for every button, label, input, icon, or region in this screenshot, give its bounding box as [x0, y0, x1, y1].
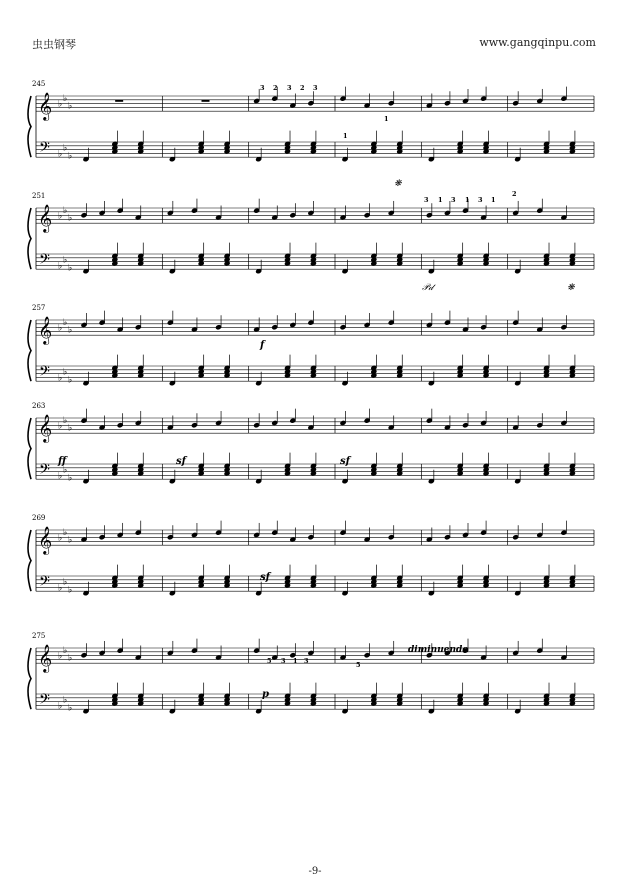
fingering: 3 [424, 196, 429, 204]
flat-icon: ♭ [68, 585, 73, 596]
flat-icon: ♭ [68, 423, 73, 434]
bass-clef-icon: 𝄢 [39, 363, 50, 384]
brace-icon [28, 530, 31, 591]
treble-clef-icon: 𝄞 [38, 204, 53, 233]
system-245 [32, 80, 45, 88]
brace-icon [28, 208, 31, 269]
pedal-release: ❋ [394, 179, 402, 189]
bass-clef-icon: 𝄢 [39, 461, 50, 482]
flat-icon: ♭ [58, 323, 63, 334]
dynamic-marking: sf [340, 456, 350, 467]
page-number: -9- [308, 866, 322, 877]
flat-icon: ♭ [58, 421, 63, 432]
flat-icon: ♭ [58, 533, 63, 544]
fingering: 1 [384, 115, 389, 123]
flat-icon: ♭ [58, 149, 63, 160]
measure-number: 269 [32, 514, 46, 522]
flat-icon: ♭ [63, 205, 68, 216]
flat-icon: ♭ [58, 373, 63, 384]
fingering: 1 [293, 657, 298, 665]
flat-icon: ♭ [63, 577, 68, 588]
treble-clef-icon: 𝄞 [38, 526, 53, 555]
fingering: 3 [287, 84, 292, 92]
header-site-url: www.gangqinpu.com [479, 36, 596, 49]
system-269 [32, 514, 45, 522]
treble-clef-icon: 𝄞 [38, 316, 53, 345]
flat-icon: ♭ [63, 367, 68, 378]
flat-icon: ♭ [68, 151, 73, 162]
dynamic-marking: sf [176, 456, 186, 467]
flat-icon: ♭ [58, 701, 63, 712]
measure-number: 257 [32, 304, 46, 312]
flat-icon: ♭ [63, 317, 68, 328]
measure-number: 245 [32, 80, 46, 88]
fingering: 2 [512, 190, 517, 198]
fingering: 1 [491, 196, 496, 204]
fingering: 5 [267, 657, 272, 665]
dynamic-marking: p [262, 689, 269, 700]
system-staves [28, 87, 594, 162]
fingering: 3 [313, 84, 318, 92]
flat-icon: ♭ [58, 211, 63, 222]
system-251 [32, 192, 45, 200]
flat-icon: ♭ [58, 471, 63, 482]
flat-icon: ♭ [63, 93, 68, 104]
system-staves [28, 521, 594, 596]
fingering: 3 [281, 657, 286, 665]
bass-clef-icon: 𝄢 [39, 251, 50, 272]
measure-number: 275 [32, 632, 46, 640]
dynamic-marking: ff [58, 456, 67, 467]
bass-clef-icon: 𝄢 [39, 139, 50, 160]
flat-icon: ♭ [58, 261, 63, 272]
treble-clef-icon: 𝄞 [38, 92, 53, 121]
flat-icon: ♭ [58, 99, 63, 110]
flat-icon: ♭ [68, 535, 73, 546]
whole-rest-icon [202, 100, 210, 102]
system-staves [28, 311, 594, 386]
flat-icon: ♭ [63, 645, 68, 656]
brace-icon [28, 418, 31, 479]
whole-rest-icon [115, 100, 123, 102]
flat-icon: ♭ [58, 583, 63, 594]
system-263 [32, 402, 45, 410]
flat-icon: ♭ [63, 465, 68, 476]
fingering: 3 [478, 196, 483, 204]
header-site-name: 虫虫钢琴 [32, 38, 76, 51]
fingering: 1 [343, 132, 348, 140]
flat-icon: ♭ [68, 325, 73, 336]
flat-icon: ♭ [63, 527, 68, 538]
flat-icon: ♭ [68, 263, 73, 274]
flat-icon: ♭ [63, 143, 68, 154]
flat-icon: ♭ [68, 213, 73, 224]
bass-clef-icon: 𝄢 [39, 691, 50, 712]
system-staves [28, 409, 594, 484]
treble-clef-icon: 𝄞 [38, 414, 53, 443]
flat-icon: ♭ [63, 695, 68, 706]
dynamic-marking: sf [260, 572, 270, 583]
system-257 [32, 304, 45, 312]
fingering: 1 [438, 196, 443, 204]
dynamic-text-marking: diminuendo [408, 645, 469, 655]
fingering: 2 [300, 84, 305, 92]
measure-number: 263 [32, 402, 46, 410]
system-staves [28, 639, 594, 714]
flat-icon: ♭ [58, 651, 63, 662]
flat-icon: ♭ [63, 415, 68, 426]
brace-icon [28, 96, 31, 157]
dynamic-marking: f [260, 340, 265, 351]
pedal-mark: 𝒫𝒹 [422, 283, 434, 293]
fingering: 3 [451, 196, 456, 204]
flat-icon: ♭ [68, 703, 73, 714]
flat-icon: ♭ [68, 375, 73, 386]
flat-icon: ♭ [68, 473, 73, 484]
measure-number: 251 [32, 192, 46, 200]
treble-clef-icon: 𝄞 [38, 644, 53, 673]
fingering: 3 [260, 84, 265, 92]
brace-icon [28, 648, 31, 709]
fingering: 5 [356, 661, 361, 669]
pedal-release: ❋ [567, 283, 575, 293]
system-275 [32, 632, 45, 640]
brace-icon [28, 320, 31, 381]
system-staves [28, 199, 594, 274]
bass-clef-icon: 𝄢 [39, 573, 50, 594]
flat-icon: ♭ [68, 653, 73, 664]
flat-icon: ♭ [68, 101, 73, 112]
fingering: 1 [465, 196, 470, 204]
annotations [57, 84, 576, 700]
fingering: 2 [273, 84, 278, 92]
fingering: 3 [304, 657, 309, 665]
flat-icon: ♭ [63, 255, 68, 266]
